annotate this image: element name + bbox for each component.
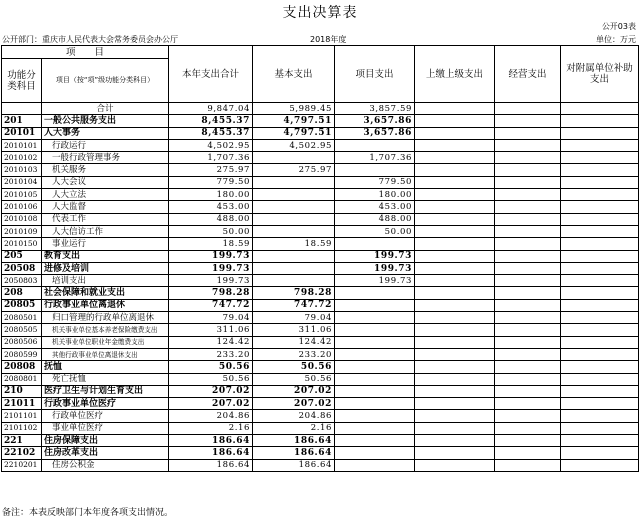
cell-basic — [253, 213, 335, 225]
cell-total: 199.73 — [169, 275, 253, 287]
cell-name: 其他行政事业单位离退休支出 — [42, 348, 169, 360]
cell-subsidy — [561, 238, 639, 250]
cell-project — [335, 299, 415, 311]
table-row — [2, 324, 639, 336]
cell-basic: 207.02 — [253, 398, 335, 410]
cell-business — [495, 201, 561, 213]
table-row — [2, 336, 639, 348]
cell-total: 180.00 — [169, 189, 253, 201]
cell-name: 抚恤 — [42, 361, 169, 373]
cell-name: 行政事业单位离退休 — [42, 299, 169, 311]
cell-subsidy — [561, 348, 639, 360]
cell-basic: 79.04 — [253, 312, 335, 324]
cell-total: 233.20 — [169, 348, 253, 360]
header-business: 经营支出 — [495, 46, 561, 103]
cell-code: 2210201 — [2, 459, 42, 471]
cell-code: 221 — [2, 435, 42, 447]
cell-subsidy — [561, 103, 639, 115]
unit-label: 单位：万元 — [596, 35, 636, 44]
cell-subsidy — [561, 139, 639, 151]
cell-name: 机关服务 — [42, 164, 169, 176]
header-name: 项目（按“项”级功能分类科目） — [42, 59, 169, 103]
department-label: 公开部门：重庆市人民代表大会常务委员会办公厅 — [2, 35, 178, 44]
cell-total: 488.00 — [169, 213, 253, 225]
cell-business — [495, 164, 561, 176]
cell-total: 186.64 — [169, 447, 253, 459]
table-row — [2, 213, 639, 225]
cell-total: 199.73 — [169, 262, 253, 274]
cell-upper — [415, 176, 495, 188]
cell-name: 合计 — [42, 103, 169, 115]
cell-upper — [415, 422, 495, 434]
cell-upper — [415, 459, 495, 471]
cell-subsidy — [561, 262, 639, 274]
table-row — [2, 299, 639, 311]
cell-business — [495, 127, 561, 139]
cell-upper — [415, 435, 495, 447]
cell-project: 199.73 — [335, 275, 415, 287]
cell-subsidy — [561, 189, 639, 201]
cell-code: 201 — [2, 115, 42, 127]
cell-business — [495, 139, 561, 151]
cell-subsidy — [561, 312, 639, 324]
cell-project — [335, 435, 415, 447]
cell-total: 79.04 — [169, 312, 253, 324]
cell-subsidy — [561, 336, 639, 348]
cell-project — [335, 336, 415, 348]
cell-subsidy — [561, 164, 639, 176]
cell-total: 311.06 — [169, 324, 253, 336]
cell-subsidy — [561, 410, 639, 422]
cell-upper — [415, 385, 495, 397]
cell-project: 779.50 — [335, 176, 415, 188]
cell-name: 住房保障支出 — [42, 435, 169, 447]
cell-subsidy — [561, 422, 639, 434]
cell-total: 1,707.36 — [169, 152, 253, 164]
table-row — [2, 312, 639, 324]
cell-name: 一般行政管理事务 — [42, 152, 169, 164]
cell-business — [495, 176, 561, 188]
cell-code: 20508 — [2, 262, 42, 274]
table-row — [2, 262, 639, 274]
cell-total: 4,502.95 — [169, 139, 253, 151]
cell-subsidy — [561, 115, 639, 127]
cell-upper — [415, 410, 495, 422]
cell-total: 275.97 — [169, 164, 253, 176]
cell-basic — [253, 152, 335, 164]
cell-business — [495, 262, 561, 274]
cell-business — [495, 459, 561, 471]
cell-project — [335, 361, 415, 373]
cell-code: 2080506 — [2, 336, 42, 348]
cell-subsidy — [561, 250, 639, 262]
cell-business — [495, 250, 561, 262]
table-row — [2, 447, 639, 459]
table-row — [2, 115, 639, 127]
cell-basic: 18.59 — [253, 238, 335, 250]
cell-business — [495, 398, 561, 410]
cell-business — [495, 115, 561, 127]
cell-business — [495, 324, 561, 336]
cell-business — [495, 348, 561, 360]
cell-code: 2010101 — [2, 139, 42, 151]
footnote: 备注：本表反映部门本年度各项支出情况。 — [2, 508, 174, 518]
cell-total: 50.00 — [169, 225, 253, 237]
cell-subsidy — [561, 176, 639, 188]
cell-project — [335, 373, 415, 385]
cell-project — [335, 447, 415, 459]
cell-code: 2010105 — [2, 189, 42, 201]
cell-business — [495, 299, 561, 311]
table-row — [2, 250, 639, 262]
cell-name: 行政运行 — [42, 139, 169, 151]
cell-project: 199.73 — [335, 250, 415, 262]
cell-project — [335, 348, 415, 360]
cell-upper — [415, 287, 495, 299]
cell-total: 186.64 — [169, 435, 253, 447]
cell-total: 8,455.37 — [169, 115, 253, 127]
cell-name: 社会保障和就业支出 — [42, 287, 169, 299]
cell-project: 180.00 — [335, 189, 415, 201]
cell-total: 186.64 — [169, 459, 253, 471]
cell-code: 2101102 — [2, 422, 42, 434]
year-label: 2018年度 — [310, 35, 347, 44]
cell-name: 人大事务 — [42, 127, 169, 139]
cell-project — [335, 312, 415, 324]
cell-business — [495, 447, 561, 459]
expenditure-table — [1, 45, 639, 472]
cell-upper — [415, 238, 495, 250]
table-row — [2, 103, 639, 115]
header-code: 功能分类科目 — [2, 59, 42, 103]
cell-upper — [415, 324, 495, 336]
cell-subsidy — [561, 213, 639, 225]
table-row — [2, 201, 639, 213]
cell-project — [335, 459, 415, 471]
cell-name: 机关事业单位职业年金缴费支出 — [42, 336, 169, 348]
cell-upper — [415, 225, 495, 237]
cell-code: 20808 — [2, 361, 42, 373]
cell-code — [2, 103, 42, 115]
cell-upper — [415, 103, 495, 115]
cell-upper — [415, 152, 495, 164]
cell-code: 2080501 — [2, 312, 42, 324]
cell-subsidy — [561, 385, 639, 397]
cell-subsidy — [561, 287, 639, 299]
cell-name: 归口管理的行政单位离退休 — [42, 312, 169, 324]
cell-business — [495, 152, 561, 164]
cell-code: 210 — [2, 385, 42, 397]
cell-basic: 50.56 — [253, 361, 335, 373]
cell-business — [495, 287, 561, 299]
table-row — [2, 287, 639, 299]
cell-basic — [253, 262, 335, 274]
cell-project — [335, 385, 415, 397]
table-row — [2, 398, 639, 410]
cell-basic — [253, 250, 335, 262]
cell-basic: 4,797.51 — [253, 127, 335, 139]
cell-basic: 186.64 — [253, 435, 335, 447]
cell-business — [495, 275, 561, 287]
table-row — [2, 152, 639, 164]
cell-code: 2050803 — [2, 275, 42, 287]
cell-total: 8,455.37 — [169, 127, 253, 139]
cell-name: 行政单位医疗 — [42, 410, 169, 422]
cell-total: 9,847.04 — [169, 103, 253, 115]
cell-code: 2101101 — [2, 410, 42, 422]
cell-name: 住房公积金 — [42, 459, 169, 471]
form-number: 公开03表 — [601, 22, 636, 31]
cell-name: 行政事业单位医疗 — [42, 398, 169, 410]
cell-name: 教育支出 — [42, 250, 169, 262]
cell-subsidy — [561, 398, 639, 410]
cell-basic — [253, 201, 335, 213]
cell-project — [335, 238, 415, 250]
cell-upper — [415, 201, 495, 213]
cell-basic: 4,502.95 — [253, 139, 335, 151]
table-row — [2, 225, 639, 237]
cell-upper — [415, 361, 495, 373]
cell-upper — [415, 127, 495, 139]
cell-code: 21011 — [2, 398, 42, 410]
cell-project: 3,657.86 — [335, 115, 415, 127]
cell-business — [495, 336, 561, 348]
cell-total: 207.02 — [169, 385, 253, 397]
cell-business — [495, 312, 561, 324]
cell-upper — [415, 373, 495, 385]
cell-total: 124.42 — [169, 336, 253, 348]
cell-total: 747.72 — [169, 299, 253, 311]
cell-basic: 186.64 — [253, 459, 335, 471]
cell-business — [495, 213, 561, 225]
table-body — [2, 103, 639, 472]
cell-total: 2.16 — [169, 422, 253, 434]
cell-code: 2010109 — [2, 225, 42, 237]
cell-basic: 233.20 — [253, 348, 335, 360]
cell-business — [495, 422, 561, 434]
cell-project — [335, 287, 415, 299]
cell-name: 代表工作 — [42, 213, 169, 225]
table-row — [2, 410, 639, 422]
cell-code: 2080801 — [2, 373, 42, 385]
cell-business — [495, 189, 561, 201]
cell-subsidy — [561, 447, 639, 459]
cell-total: 204.86 — [169, 410, 253, 422]
cell-subsidy — [561, 275, 639, 287]
cell-name: 培训支出 — [42, 275, 169, 287]
cell-name: 人大立法 — [42, 189, 169, 201]
table-row — [2, 189, 639, 201]
cell-total: 453.00 — [169, 201, 253, 213]
cell-code: 2010150 — [2, 238, 42, 250]
cell-name: 事业运行 — [42, 238, 169, 250]
cell-basic: 2.16 — [253, 422, 335, 434]
cell-project — [335, 410, 415, 422]
header-subsidy: 对附属单位补助支出 — [561, 46, 639, 103]
cell-project: 3,857.59 — [335, 103, 415, 115]
cell-business — [495, 410, 561, 422]
cell-upper — [415, 164, 495, 176]
cell-code: 2010106 — [2, 201, 42, 213]
cell-business — [495, 361, 561, 373]
cell-basic: 275.97 — [253, 164, 335, 176]
cell-upper — [415, 312, 495, 324]
cell-project — [335, 139, 415, 151]
cell-total: 50.56 — [169, 373, 253, 385]
cell-upper — [415, 250, 495, 262]
cell-upper — [415, 447, 495, 459]
cell-project: 453.00 — [335, 201, 415, 213]
cell-upper — [415, 348, 495, 360]
header-basic: 基本支出 — [253, 46, 335, 103]
cell-code: 20101 — [2, 127, 42, 139]
cell-total: 18.59 — [169, 238, 253, 250]
table-row — [2, 275, 639, 287]
cell-project: 1,707.36 — [335, 152, 415, 164]
cell-name: 人大监督 — [42, 201, 169, 213]
header-project: 项目支出 — [335, 46, 415, 103]
cell-upper — [415, 189, 495, 201]
table-row — [2, 459, 639, 471]
cell-business — [495, 225, 561, 237]
cell-subsidy — [561, 361, 639, 373]
cell-total: 199.73 — [169, 250, 253, 262]
cell-code: 2010108 — [2, 213, 42, 225]
cell-subsidy — [561, 324, 639, 336]
cell-basic — [253, 275, 335, 287]
cell-subsidy — [561, 299, 639, 311]
cell-project: 3,657.86 — [335, 127, 415, 139]
cell-code: 22102 — [2, 447, 42, 459]
table-row — [2, 139, 639, 151]
table-row — [2, 373, 639, 385]
cell-basic — [253, 225, 335, 237]
cell-basic: 311.06 — [253, 324, 335, 336]
cell-subsidy — [561, 127, 639, 139]
cell-upper — [415, 139, 495, 151]
cell-total: 798.28 — [169, 287, 253, 299]
cell-project — [335, 324, 415, 336]
cell-code: 205 — [2, 250, 42, 262]
table-row — [2, 176, 639, 188]
cell-project — [335, 164, 415, 176]
cell-name: 一般公共服务支出 — [42, 115, 169, 127]
cell-name: 人大信访工作 — [42, 225, 169, 237]
cell-code: 20805 — [2, 299, 42, 311]
cell-total: 779.50 — [169, 176, 253, 188]
cell-name: 事业单位医疗 — [42, 422, 169, 434]
cell-name: 住房改革支出 — [42, 447, 169, 459]
cell-basic: 124.42 — [253, 336, 335, 348]
cell-basic: 4,797.51 — [253, 115, 335, 127]
cell-basic: 747.72 — [253, 299, 335, 311]
table-row — [2, 127, 639, 139]
cell-business — [495, 238, 561, 250]
table-row — [2, 422, 639, 434]
cell-upper — [415, 398, 495, 410]
header-item: 项 目 — [2, 46, 169, 59]
cell-project — [335, 398, 415, 410]
cell-code: 2010103 — [2, 164, 42, 176]
cell-subsidy — [561, 435, 639, 447]
table-row — [2, 361, 639, 373]
header-total: 本年支出合计 — [169, 46, 253, 103]
cell-name: 进修及培训 — [42, 262, 169, 274]
cell-code: 2010104 — [2, 176, 42, 188]
cell-name: 人大会议 — [42, 176, 169, 188]
cell-project: 50.00 — [335, 225, 415, 237]
table-row — [2, 238, 639, 250]
cell-basic: 204.86 — [253, 410, 335, 422]
cell-basic: 5,989.45 — [253, 103, 335, 115]
table-row — [2, 385, 639, 397]
cell-basic: 186.64 — [253, 447, 335, 459]
cell-upper — [415, 213, 495, 225]
cell-upper — [415, 275, 495, 287]
cell-name: 机关事业单位基本养老保险缴费支出 — [42, 324, 169, 336]
cell-subsidy — [561, 225, 639, 237]
cell-code: 2010102 — [2, 152, 42, 164]
cell-project: 199.73 — [335, 262, 415, 274]
cell-name: 医疗卫生与计划生育支出 — [42, 385, 169, 397]
cell-business — [495, 385, 561, 397]
cell-name: 死亡抚恤 — [42, 373, 169, 385]
cell-basic — [253, 189, 335, 201]
cell-upper — [415, 299, 495, 311]
cell-basic: 798.28 — [253, 287, 335, 299]
cell-project — [335, 422, 415, 434]
cell-project: 488.00 — [335, 213, 415, 225]
header-upper: 上缴上级支出 — [415, 46, 495, 103]
cell-business — [495, 373, 561, 385]
cell-code: 2080599 — [2, 348, 42, 360]
cell-upper — [415, 115, 495, 127]
page-title: 支出决算表 — [282, 5, 358, 21]
cell-basic: 207.02 — [253, 385, 335, 397]
cell-subsidy — [561, 152, 639, 164]
cell-basic — [253, 176, 335, 188]
cell-code: 2080505 — [2, 324, 42, 336]
table-row — [2, 435, 639, 447]
cell-subsidy — [561, 373, 639, 385]
cell-basic: 50.56 — [253, 373, 335, 385]
cell-business — [495, 435, 561, 447]
cell-subsidy — [561, 459, 639, 471]
cell-upper — [415, 262, 495, 274]
cell-code: 208 — [2, 287, 42, 299]
cell-total: 50.56 — [169, 361, 253, 373]
cell-business — [495, 103, 561, 115]
table-row — [2, 348, 639, 360]
cell-upper — [415, 336, 495, 348]
cell-subsidy — [561, 201, 639, 213]
cell-total: 207.02 — [169, 398, 253, 410]
table-row — [2, 164, 639, 176]
